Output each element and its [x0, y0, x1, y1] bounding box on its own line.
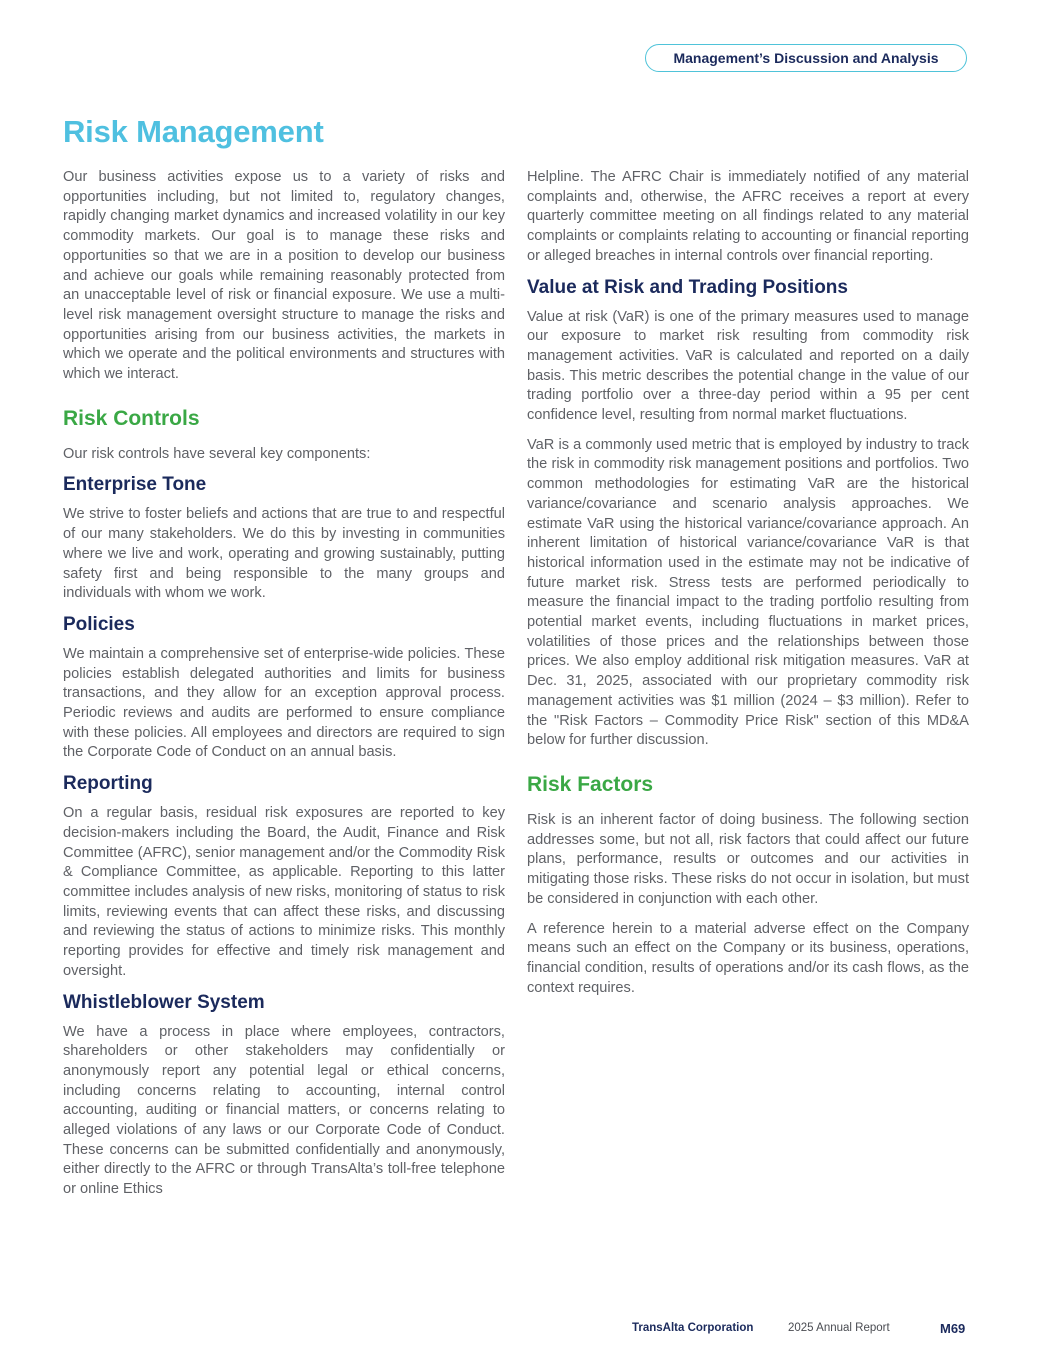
risk-factors-heading: Risk Factors	[527, 772, 654, 796]
risk-factors-paragraph-2: A reference herein to a material adverse effect on the Company means such an effect on the Company or its business, operations, financial condition, results of operations and/or its cash flows, as the context requires.	[527, 920, 969, 996]
var-heading: Value at Risk and Trading Positions	[527, 276, 848, 298]
page-title: Risk Management	[63, 114, 324, 149]
page-number: M69	[940, 1321, 966, 1336]
policies-heading: Policies	[63, 613, 135, 635]
footer-report: 2025 Annual Report	[788, 1322, 890, 1334]
risk-factors-paragraph-1: Risk is an inherent factor of doing business. The following section addresses some, but not all, risk factors that could affect our future plans, performance, results or outcomes and our activities in mitigating those risks. These risks do not occur in isolation, but must be considered in conjunction with each other.	[527, 811, 969, 907]
enterprise-tone-text: We strive to foster beliefs and actions that are true to and respectful of our many stakeholders. We do this by investing in communities where we live and work, operating and growing sustainably, putting safety first and being responsible to the many groups and individuals with whom we work.	[63, 506, 505, 602]
reporting-heading: Reporting	[63, 773, 153, 795]
policies-text: We maintain a comprehensive set of enterprise-wide policies. These policies establish delegated authorities and limits for business transactions, and they allow for an exception approval process. Periodic reviews and audits are performed to ensure compliance with these policies. All employees and directors are required to sign the Corporate Code of Conduct on an annual basis.	[63, 645, 505, 761]
risk-controls-heading: Risk Controls	[63, 406, 200, 430]
enterprise-tone-heading: Enterprise Tone	[63, 474, 207, 496]
whistleblower-continued-text: Helpline. The AFRC Chair is immediately notified of any material complaints and, otherwise, the AFRC receives a report at every quarterly committee meeting on all findings related to any material complaints or complaints relating to accounting or financial reporting or alleged breaches in internal controls over financial reporting.	[527, 169, 969, 264]
reporting-text: On a regular basis, residual risk exposures are reported to key decision-makers including the Board, the Audit, Finance and Risk Committee (AFRC), senior management and/or the Commodity Risk & Compliance Committee, as applicable. Reporting to this latter committee includes analysis of new risks, monitoring of status to risk limits, reviewing events that can affect these risks, and discussing and reviewing the status of actions to minimize risks. This monthly reporting provides for effective and timely risk management and oversight.	[63, 805, 505, 979]
risk-controls-intro: Our risk controls have several key components:	[63, 445, 371, 462]
whistleblower-text: We have a process in place where employees, contractors, shareholders or other stakeholders may confidentially or anonymously report any potential legal or ethical concerns, including concerns relating to accounting, internal control accounting, auditing or financial matters, or concerns relating to alleged violations of any laws or our Corporate Code of Conduct. These concerns can be submitted confidentially and anonymously, either directly to the AFRC or through TransAlta’s toll-free telephone or online Ethics	[63, 1023, 505, 1198]
footer-company: TransAlta Corporation	[632, 1322, 754, 1334]
var-paragraph-1: Value at risk (VaR) is one of the primary measures used to manage our exposure to market risk resulting from commodity risk management activities. VaR is calculated and reported on a daily basis. This metric describes the potential change in the value of our trading portfolio over a three-day period within a 95 per cent confidence level, resulting from normal market fluctuations.	[527, 308, 969, 424]
var-paragraph-2: VaR is a commonly used metric that is employed by industry to track the risk in commodity risk management positions and portfolios. Two common methodologies for estimating VaR are the historical variance/covariance and scenario analysis approaches. We estimate VaR using the historical variance/covariance approach. An inherent limitation of historical variance/covariance VaR is that historical information used in the estimate may not be indicative of future market risk. Stress tests are performed periodically to measure the financial impact to the trading portfolio resulting from potential market events, including fluctuations in market prices, volatilities of those prices and the relationships between those prices. We also employ additional risk mitigation measures. VaR at Dec. 31, 2025, associated with our proprietary commodity risk management activities was $1 million (2024 – $3 million). Refer to the "Risk Factors – Commodity Price Risk" section of this MD&A below for further discussion.	[527, 436, 969, 749]
intro-paragraph: Our business activities expose us to a variety of risks and opportunities including, but not limited to, regulatory changes, rapidly changing market dynamics and increased volatility in our key commodity markets. Our goal is to manage these risks and opportunities so that we are in a position to develop our business and achieve our goals while remaining reasonably protected from an unacceptable level of risk or financial exposure. We use a multi-level risk management oversight structure to manage the risks and opportunities arising from our business activities, the markets in which we operate and the political environments and structures with which we interact.	[63, 169, 505, 383]
left-column	[63, 168, 505, 1210]
page-footer	[0, 1322, 1048, 1340]
right-column	[527, 168, 969, 1008]
section-header-pill: Management’s Discussion and Analysis	[645, 44, 967, 72]
whistleblower-heading: Whistleblower System	[63, 991, 265, 1013]
